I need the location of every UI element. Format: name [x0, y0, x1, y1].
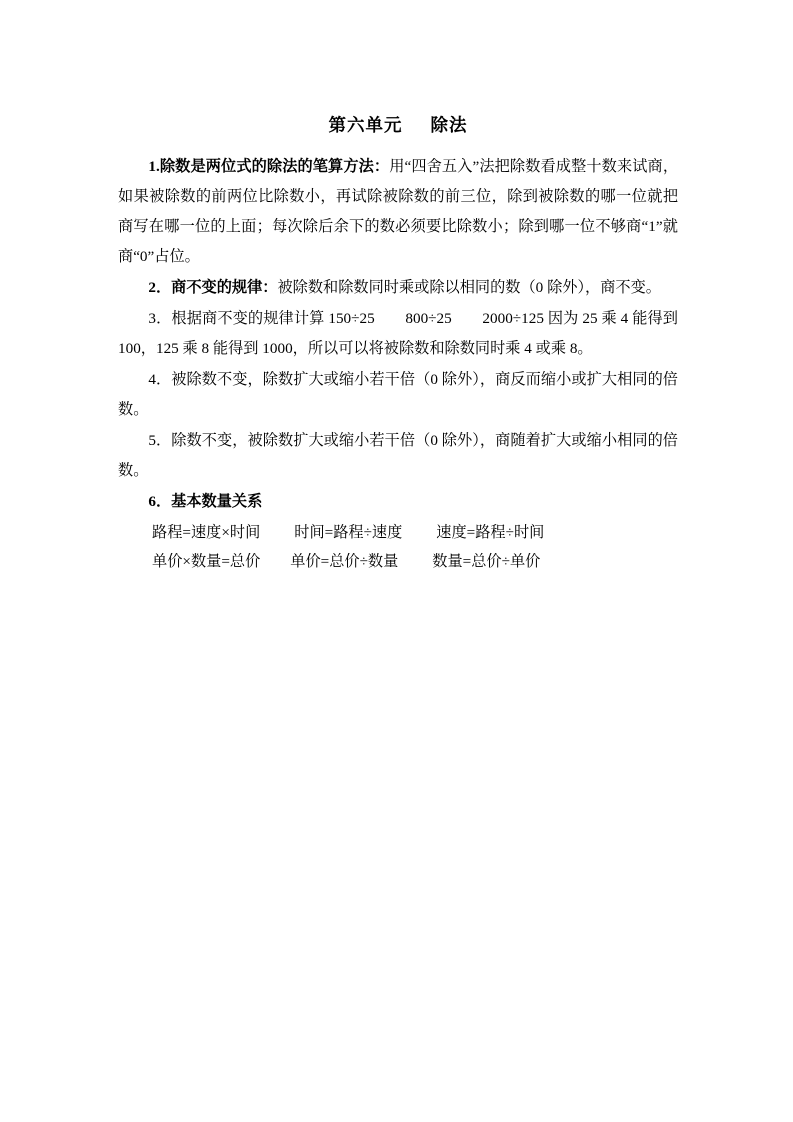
paragraph-1	[118, 152, 678, 272]
formula-speed: 速度=路程÷时间	[436, 523, 545, 541]
title-topic: 除法	[430, 115, 468, 135]
paragraph-1-lead: 1.除数是两位式的除法的笔算方法：	[148, 158, 390, 176]
paragraph-5	[118, 426, 678, 486]
paragraph-2-text: 被除数和除数同时乘或除以相同的数（0 除外），商不变。	[277, 279, 661, 296]
formula-total-price: 单价×数量=总价	[152, 553, 261, 571]
page-title	[118, 112, 678, 138]
paragraph-4-text: 4．被除数不变，除数扩大或缩小若干倍（0 除外），商反而缩小或扩大相同的倍数。	[118, 370, 678, 418]
paragraph-2-lead: 2．商不变的规律：	[148, 279, 278, 296]
formula-time: 时间=路程÷速度	[294, 523, 403, 541]
paragraph-2	[118, 273, 678, 303]
paragraph-4	[118, 365, 678, 425]
section-6-heading-text: 6．基本数量关系	[148, 492, 263, 510]
formula-unit-price: 单价=总价÷数量	[290, 553, 399, 571]
title-unit: 第六单元	[328, 115, 403, 135]
formula-quantity: 数量=总价÷单价	[432, 553, 541, 571]
paragraph-3	[118, 304, 678, 364]
formula-row-1	[118, 518, 678, 548]
document-body	[118, 112, 678, 577]
formula-row-2	[118, 547, 678, 577]
paragraph-5-text: 5．除数不变，被除数扩大或缩小若干倍（0 除外），商随着扩大或缩小相同的倍数。	[118, 431, 678, 479]
paragraph-1-text: 用“四舍五入”法把除数看成整十数来试商，如果被除数的前两位比除数小，再试除被除数的前三位，除到被除数的哪一位就把商写在哪一位的上面；每次除后余下的数必须要比除数小；除到哪一位不够商“1”就商“0”占位。	[118, 158, 679, 266]
section-6-heading	[118, 487, 678, 517]
formula-distance: 路程=速度×时间	[152, 523, 261, 541]
paragraph-3-text: 3．根据商不变的规律计算 150÷25 800÷25 2000÷125 因为 25 乘 4 能得到 100，125 乘 8 能得到 1000，所以可以将被除数和除数同时乘 4 或乘 8。	[118, 309, 678, 357]
